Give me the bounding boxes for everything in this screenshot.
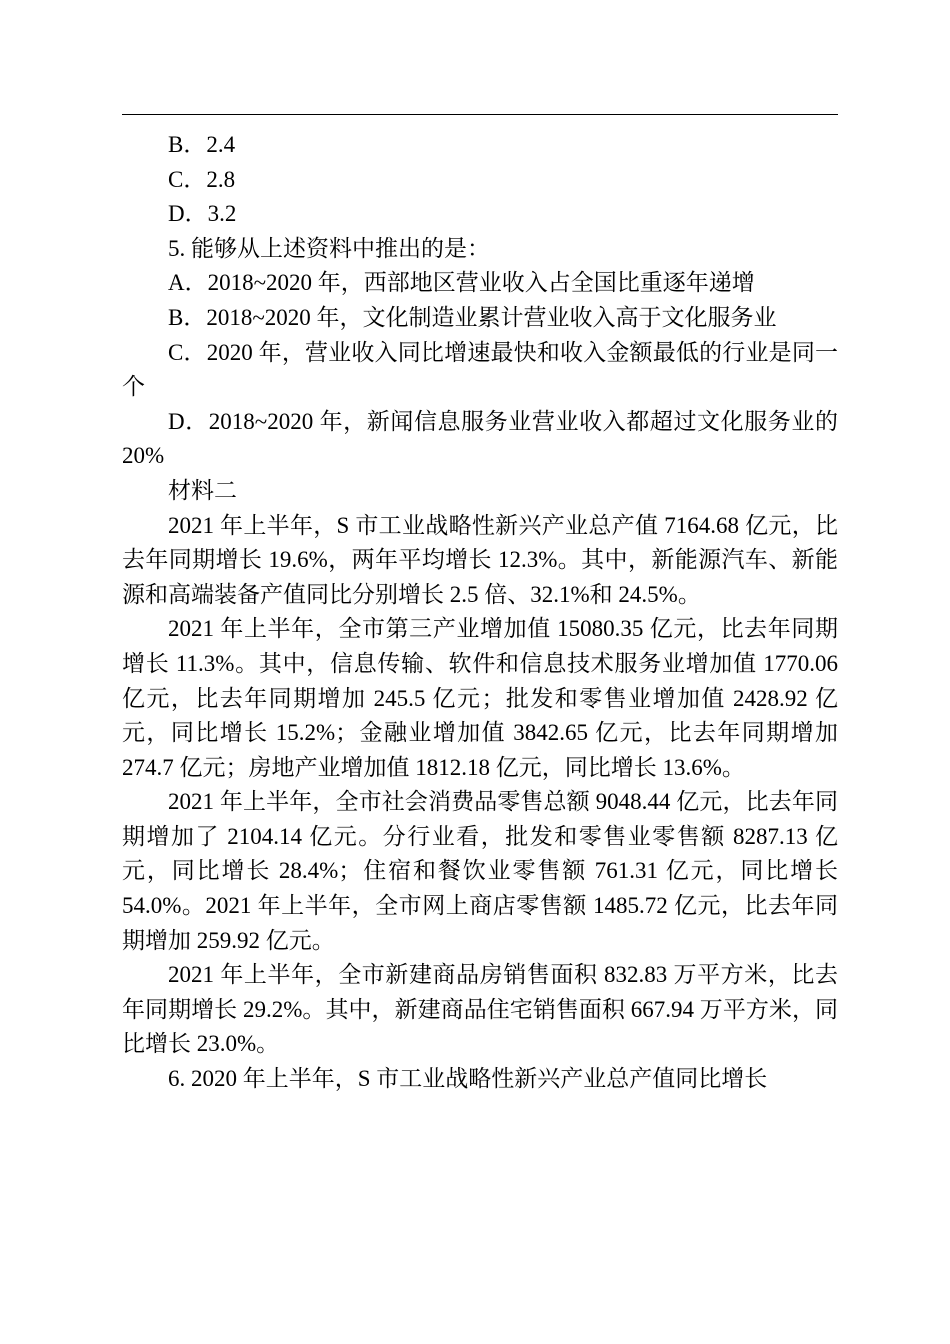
q6-stem: 6. 2020 年上半年，S 市工业战略性新兴产业总产值同比增长	[168, 1066, 768, 1092]
q5-option-c: C．2020 年，营业收入同比增速最快和收入金额最低的行业是同一个	[122, 339, 838, 400]
q5-option-d: D．2018~2020 年，新闻信息服务业营业收入都超过文化服务业的 20%	[122, 408, 838, 469]
q5-option-a: A．2018~2020 年，西部地区营业收入占全国比重逐年递增	[168, 270, 755, 296]
material2-paragraph-retail: 2021 年上半年，全市社会消费品零售总额 9048.44 亿元，比去年同期增加了 2104.14 亿元。分行业看，批发和零售业零售额 8287.13 亿元，同比增长 28.4%；住宿和餐饮业零售额 761.31 亿元，同比增长 54.0%。2021 年上半年，全市网上商店零售额 1485.72 亿元，比去年同期增加 259.92 亿元。	[122, 789, 838, 953]
q4-option-b: B．2.4	[168, 132, 236, 157]
material2-paragraph-tertiary: 2021 年上半年，全市第三产业增加值 15080.35 亿元，比去年同期增长 11.3%。其中，信息传输、软件和信息技术服务业增加值 1770.06 亿元，比去年同期增加 245.5 亿元；批发和零售业增加值 2428.92 亿元，同比增长 15.2%；金融业增加值 3842.65 亿元，比去年同期增加 274.7 亿元；房地产业增加值 1812.18 亿元，同比增长 13.6%。	[122, 616, 838, 780]
document-body	[122, 128, 838, 1097]
material2-paragraph-housing: 2021 年上半年，全市新建商品房销售面积 832.83 万平方米，比去年同期增长 29.2%。其中，新建商品住宅销售面积 667.94 万平方米，同比增长 23.0%。	[122, 962, 838, 1057]
q5-stem: 5. 能够从上述资料中推出的是：	[168, 235, 490, 261]
q4-option-c: C．2.8	[168, 166, 236, 192]
material2-paragraph-industry: 2021 年上半年，S 市工业战略性新兴产业总产值 7164.68 亿元，比去年同期增长 19.6%，两年平均增长 12.3%。其中，新能源汽车、新能源和高端装备产值同比分别增长 2.5 倍、32.1%和 24.5%。	[122, 512, 838, 607]
q5-option-b: B．2018~2020 年，文化制造业累计营业收入高于文化服务业	[168, 304, 777, 330]
header-rule	[122, 114, 838, 115]
q4-option-d: D．3.2	[168, 201, 237, 227]
material2-title: 材料二	[168, 477, 237, 503]
